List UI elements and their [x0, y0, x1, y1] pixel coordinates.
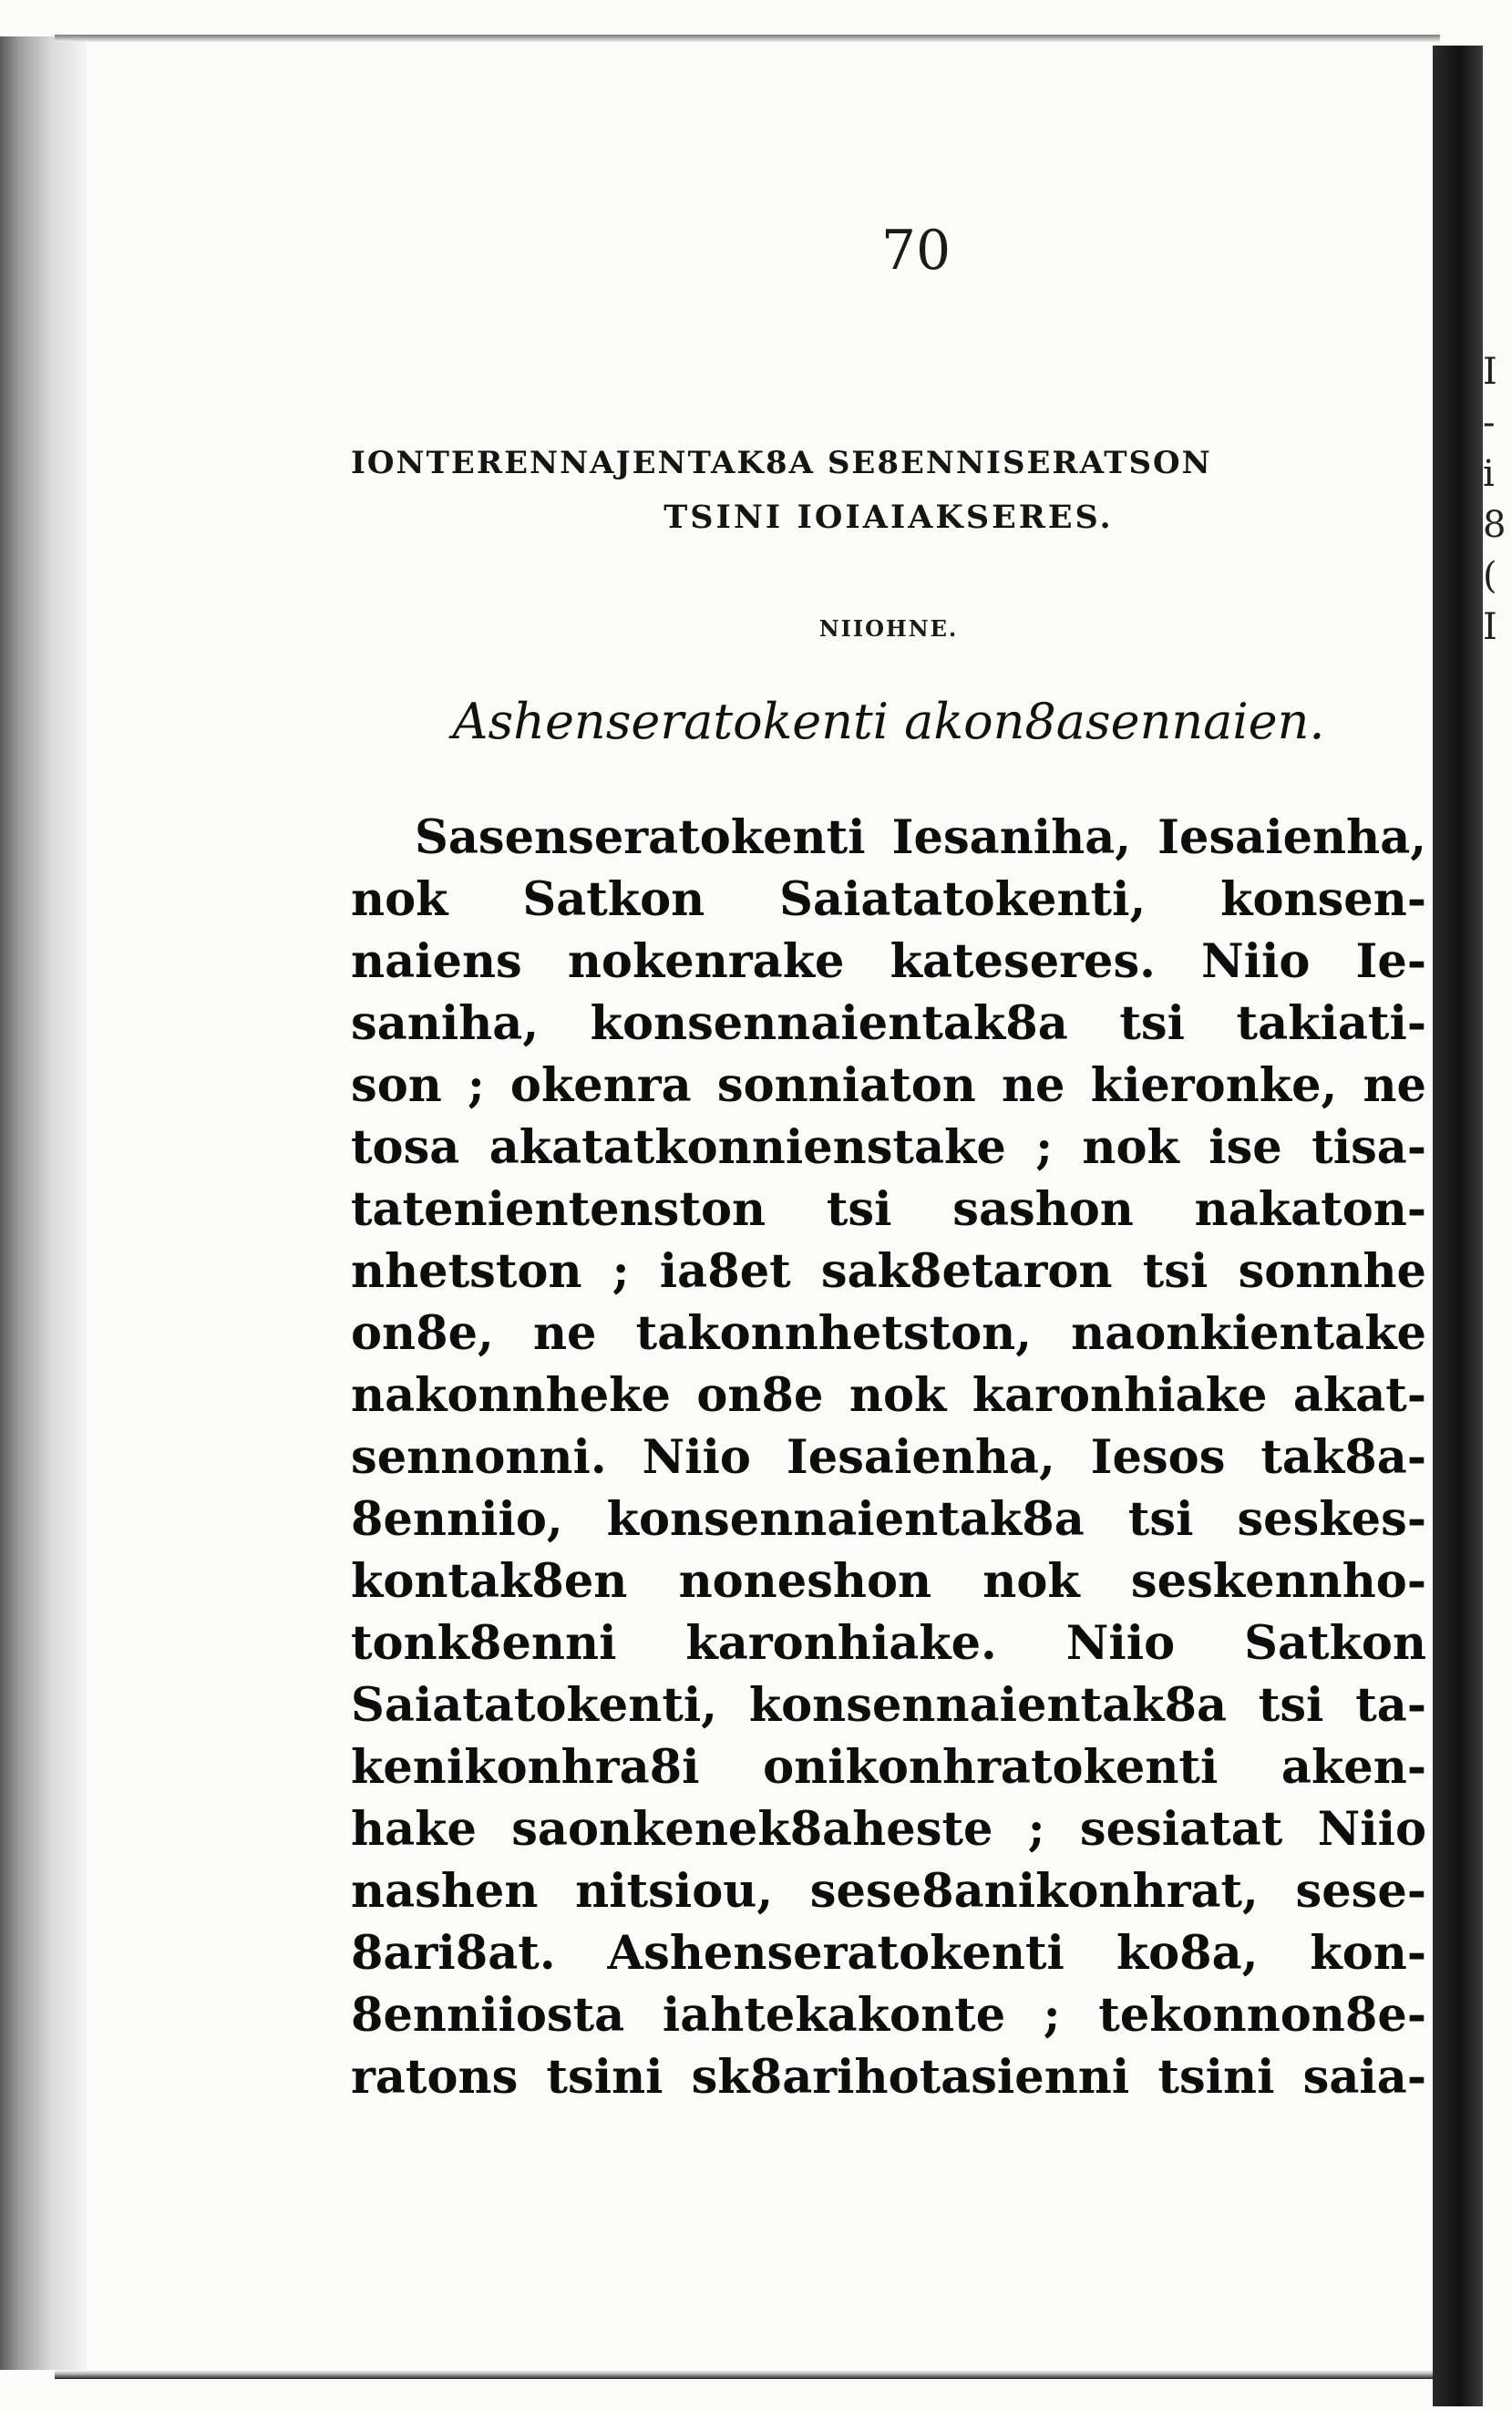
- body-line: kenikonhra8i onikonhratokenti aken-: [351, 1740, 1426, 1795]
- page-number: 70: [880, 219, 951, 283]
- body-line: nakonnheke on8e nok karonhiake akat-: [351, 1368, 1426, 1423]
- heading-line-1: IONTERENNAJENTAK8A SE8ENNISERATSON: [351, 445, 1212, 481]
- body-line: nashen nitsiou, sese8anikonhrat, sese-: [351, 1864, 1426, 1919]
- body-line: tosa akatatkonnienstake ; nok ise tisa-: [351, 1120, 1426, 1175]
- page-top-edge: [55, 35, 1440, 42]
- facing-page-char: I: [1483, 606, 1497, 648]
- section-heading: [351, 436, 1426, 545]
- body-line: hake saonkenek8aheste ; sesiatat Niio: [351, 1802, 1426, 1857]
- body-line: ratons tsini sk8arihotasienni tsini saia-: [351, 2050, 1426, 2105]
- body-line: 8enniio, konsennaientak8a tsi seskes-: [351, 1492, 1426, 1547]
- body-line: tonk8enni karonhiake. Niio Satkon: [351, 1616, 1426, 1671]
- body-line: tatenientenston tsi sashon nakaton-: [351, 1182, 1426, 1237]
- facing-page-char: i: [1483, 453, 1495, 495]
- subheading: NIIOHNE.: [818, 615, 959, 642]
- facing-page-fragment: [1483, 346, 1512, 911]
- body-line: Sasenseratokenti Iesaniha, Iesaienha,: [415, 810, 1426, 865]
- body-line: son ; okenra sonniaton ne kieronke, ne: [351, 1058, 1426, 1113]
- body-line: nok Satkon Saiatatokenti, konsen-: [351, 872, 1426, 927]
- facing-page-char: I: [1483, 351, 1497, 393]
- body-line: on8e, ne takonnhetston, naonkientake: [351, 1306, 1426, 1361]
- body-line: 8ari8at. Ashenseratokenti ko8a, kon-: [351, 1926, 1426, 1981]
- body-line: 8enniiosta iahtekakonte ; tekonnon8e-: [351, 1988, 1426, 2043]
- body-line: kontak8en noneshon nok seskennho-: [351, 1554, 1426, 1609]
- body-line: sennonni. Niio Iesaienha, Iesos tak8a-: [351, 1430, 1426, 1485]
- body-line: naiens nokenrake kateseres. Niio Ie-: [351, 934, 1426, 989]
- book-spine-shadow: [1433, 46, 1483, 2406]
- body-paragraph: [351, 807, 1426, 2108]
- body-line: Saiatatokenti, konsennaientak8a tsi ta-: [351, 1678, 1426, 1733]
- heading-line-2: TSINI IOIAIAKSERES.: [663, 499, 1114, 536]
- facing-page-char: -: [1483, 402, 1496, 444]
- body-line: nhetston ; ia8et sak8etaron tsi sonnhe: [351, 1244, 1426, 1299]
- facing-page-char: 8: [1483, 504, 1507, 546]
- book-gutter-shadow: [0, 36, 87, 2370]
- page-bottom-edge: [55, 2370, 1440, 2379]
- body-line: saniha, konsennaientak8a tsi takiati-: [351, 996, 1426, 1051]
- prayer-title: Ashenseratokenti akon8asennaien.: [452, 693, 1325, 750]
- facing-page-char: (: [1483, 555, 1497, 597]
